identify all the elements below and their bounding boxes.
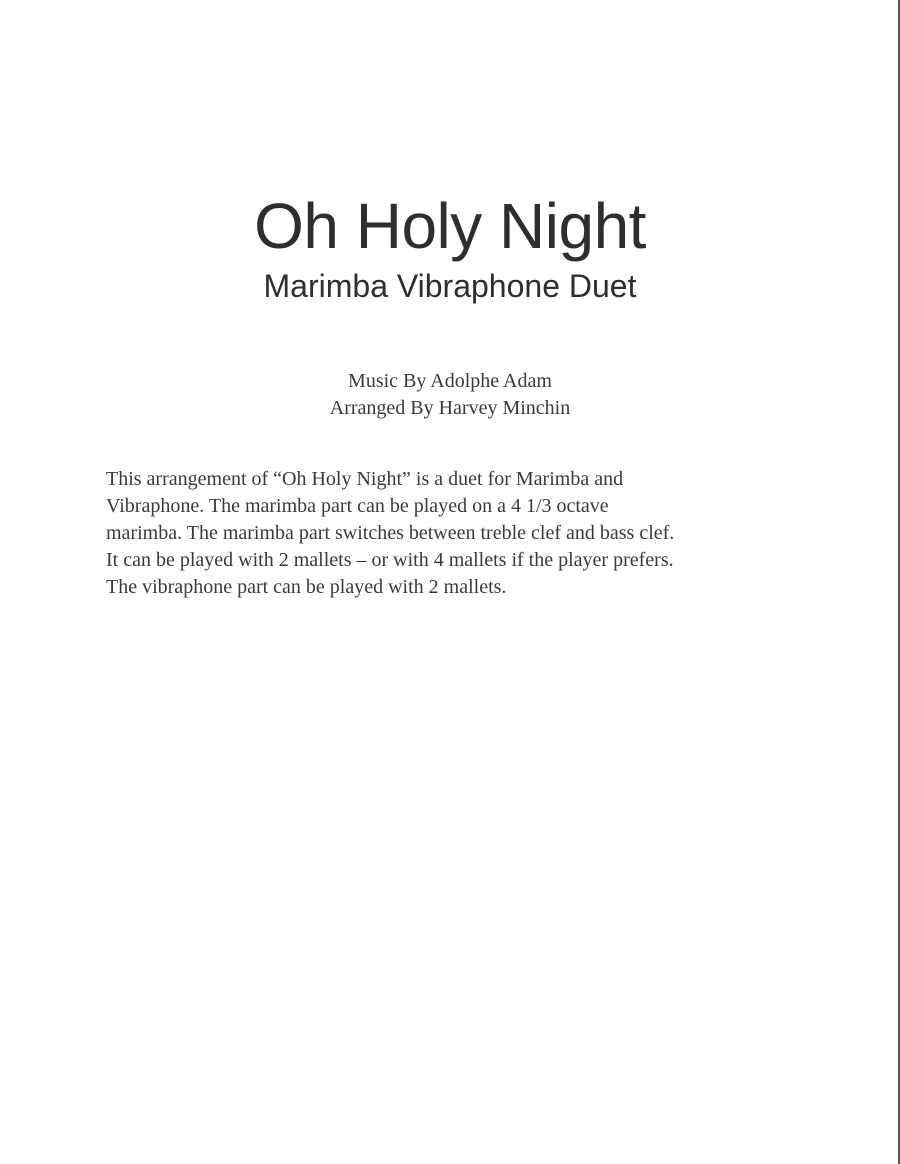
composer-credit: Music By Adolphe Adam	[348, 370, 552, 392]
arranger-credit: Arranged By Harvey Minchin	[329, 397, 571, 419]
credits-block	[0, 368, 900, 422]
page-title: Oh Holy Night	[254, 190, 646, 262]
description-line: It can be played with 2 mallets – or with 4 mallets if the player prefers.	[106, 549, 674, 571]
description-line: Vibraphone. The marimba part can be played on a 4 1/3 octave	[106, 495, 609, 517]
description-paragraph	[106, 466, 806, 601]
description-line: The vibraphone part can be played with 2 mallets.	[106, 576, 507, 598]
page-subtitle: Marimba Vibraphone Duet	[263, 268, 637, 304]
description-line: marimba. The marimba part switches between treble clef and bass clef.	[106, 522, 675, 544]
description-line: This arrangement of “Oh Holy Night” is a duet for Marimba and	[106, 468, 624, 490]
